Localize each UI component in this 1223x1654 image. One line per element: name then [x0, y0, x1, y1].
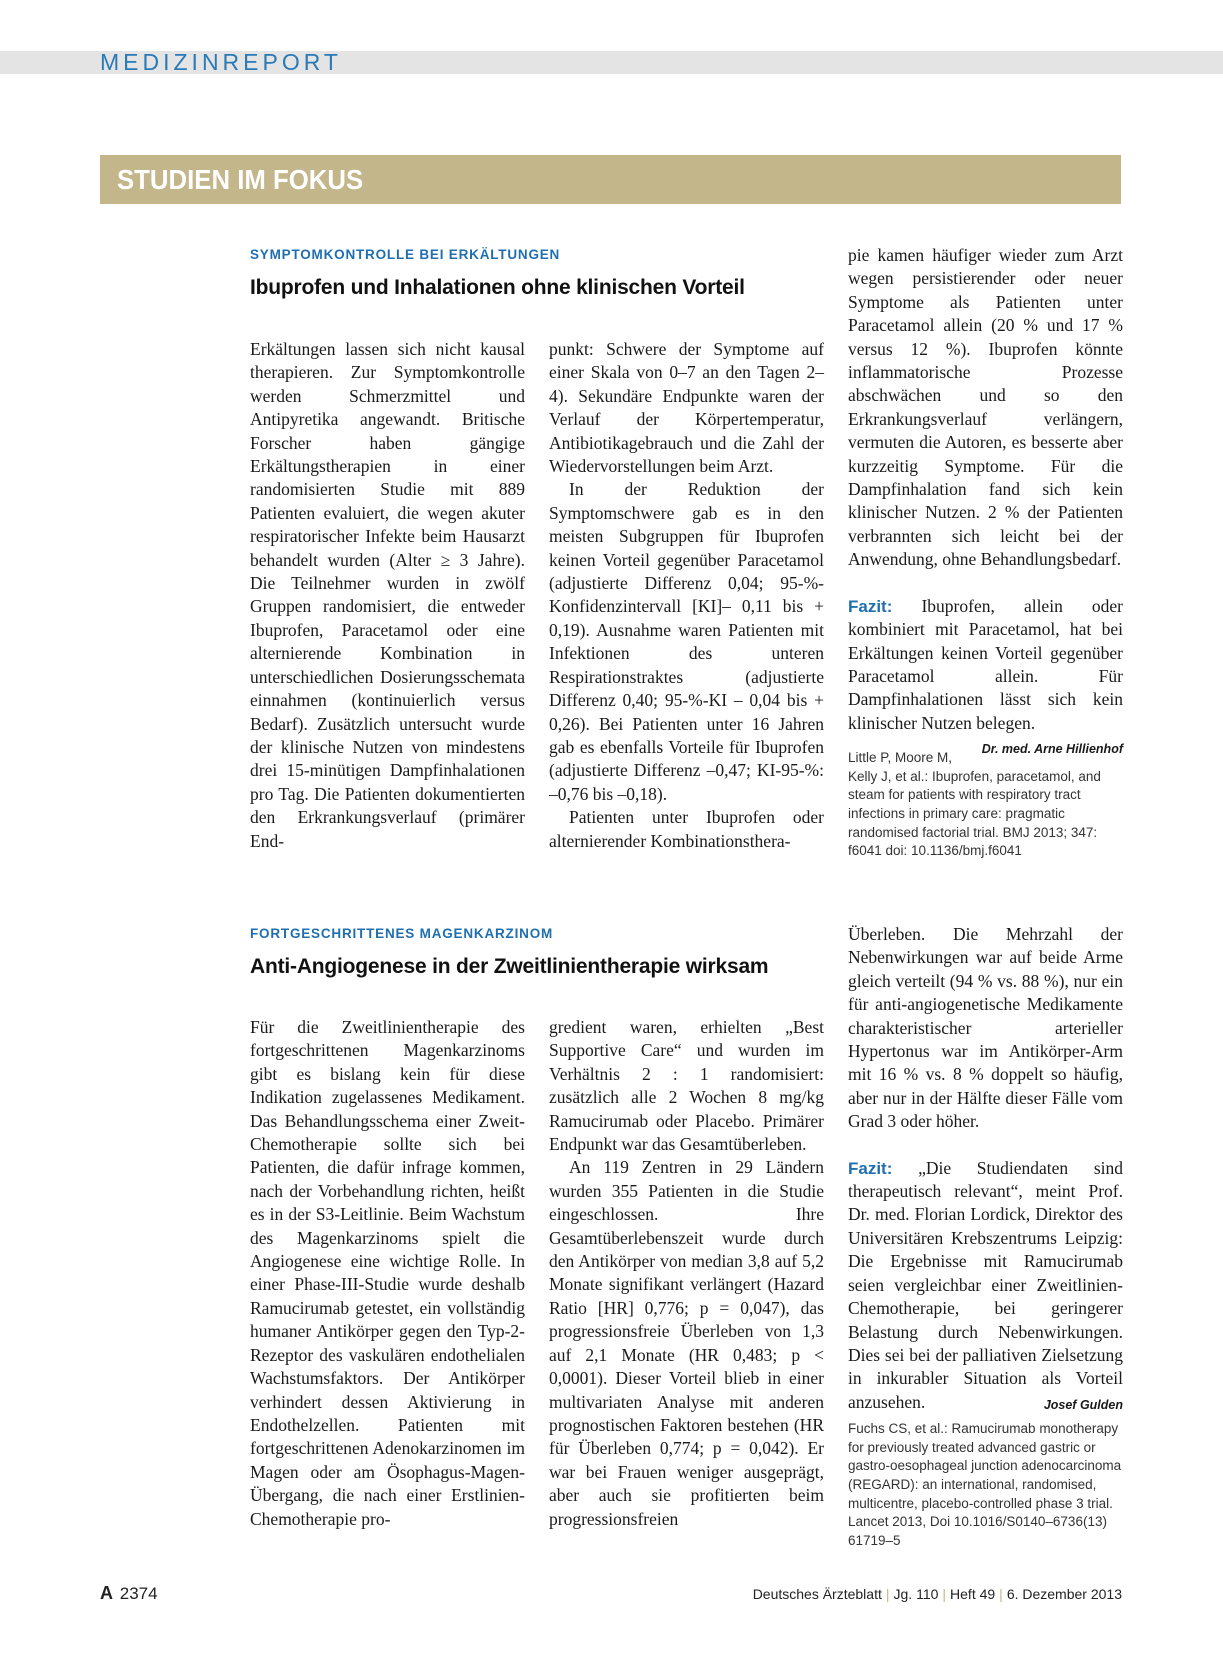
journal-date: 6. Dezember 2013	[1006, 1586, 1122, 1602]
paragraph: Für die Zweitlinientherapie des fortgeschrittenen Magenkarzinoms gibt es bislang kein für diese Indikation zugelassenes Medikament. Das Behandlungsschema einer Zweit-Chemotherapie sollte sich bei Patienten, die dafür infrage kommen, nach der Vorbehandlung richten, heißt es in der S3-Leitlinie. Beim Wachstum des Magenkarzinoms spielt die Angiogenese eine wichtige Rolle. In einer Phase-III-Studie wurde deshalb Ramucirumab getestet, ein vollständig humaner Antikörper gegen den Typ-2-Rezeptor des vaskulären endothelialen Wachstumsfaktors. Der Antikörper verhindert dessen Aktivierung in Endothelzellen. Patienten mit fortgeschrittenen Adenokarzinomen im Magen oder am Ösophagus-Magen-Übergang, die nach einer Erstlinien-Chemotherapie pro-	[250, 1017, 525, 1529]
paragraph: Erkältungen lassen sich nicht kausal therapieren. Zur Symptomkontrolle werden Schmerzmittel und Antipyretika angewandt. Britische Forscher haben gängige Erkältungstherapien in einer randomisierten Studie mit 889 Patienten evaluiert, die wegen akuter respiratorischer Infekte beim Hausarzt behandelt wurden (Alter ≥ 3 Jahre). Die Teilnehmer wurden in zwölf Gruppen randomisiert, die entweder Ibuprofen, Paracetamol oder eine alternierende Kombination in unterschiedlichen Dosierungsschemata einnahmen (kontinuierlich versus Bedarf). Zusätzlich untersucht wurde der klinische Nutzen von mindestens drei 15-minütigen Dampfinhalationen pro Tag. Die Patienten dokumentierten den Erkrankungsverlauf (primärer End-	[250, 339, 525, 851]
paragraph: pie kamen häufiger wieder zum Arzt wegen persistierender oder neuer Symptome als Patienten unter Paracetamol allein (20 % und 17 % versus 12 %). Ibuprofen könnte inflammatorische Prozesse abschwächen und so den Erkrankungsverlauf verlängern, vermuten die Autoren, es besserte aber kurzzeitig Symptome. Für die Dampfinhalation fand sich kein klinischer Nutzen. 2 % der Patienten verbrannten sich leicht bei der Anwendung, ohne Behandlungsbedarf.	[848, 245, 1123, 570]
paragraph: punkt: Schwere der Symptome auf einer Skala von 0–7 an den Tagen 2–4). Sekundäre Endpunkte waren der Verlauf der Körpertemperatur, Antibiotikagebrauch und die Zahl der Wiedervorstellungen beim Arzt.	[549, 339, 824, 477]
fazit	[848, 595, 1123, 757]
journal-volume: Jg. 110	[893, 1586, 939, 1602]
fazit-text: Ibuprofen, allein oder kombiniert mit Paracetamol, hat bei Erkältungen keinen Vorteil gegenüber Paracetamol allein. Für Dampfinhalationen lässt sich kein klinischer Nutzen belegen.	[848, 595, 1123, 733]
article1-headline: Ibuprofen und Inhalationen ohne klinischen Vorteil	[250, 276, 745, 299]
article2-column-2	[549, 1016, 824, 1531]
paragraph: An 119 Zentren in 29 Ländern wurden 355 Patienten in die Studie eingeschlossen. Ihre Gesamtüberlebenszeit wurde durch den Antikörper von median 3,8 auf 5,2 Monate signifikant verlängert (Hazard Ratio [HR] 0,776; p = 0,047), das progressionsfreie Überleben von 1,3 auf 2,1 Monate (HR 0,483; p < 0,0001). Dieser Vorteil blieb in einer multivariaten Analyse mit anderen prognostischen Faktoren bestehen (HR für Überleben 0,774; p = 0,042). Er war bei Frauen weniger ausgeprägt, aber auch sie profitierten beim progressionsfreien	[549, 1157, 824, 1529]
paragraph: In der Reduktion der Symptomschwere gab es in den meisten Subgruppen für Ibuprofen keinen Vorteil gegenüber Paracetamol (adjustierte Differenz 0,04; 95-%-Konfidenzintervall [KI]– 0,11 bis + 0,19). Ausnahme waren Patienten mit Infektionen des unteren Respirationstraktes (adjustierte Differenz 0,40; 95-%-KI – 0,04 bis + 0,26). Bei Patienten unter 16 Jahren gab es ebenfalls Vorteile für Ibuprofen (adjustierte Differenz –0,47; KI-95-%: –0,76 bis –0,18).	[549, 479, 824, 804]
reference: Fuchs CS, et al.: Ramucirumab monotherapy for previously treated advanced gastric or gastro-oesophageal junction adenocarcinoma (REGARD): an international, randomised, multicentre, placebo-controlled phase 3 trial. Lancet 2013, Doi 10.1016/S0140–6736(13) 61719–5	[848, 1421, 1122, 1548]
banner	[100, 155, 1121, 204]
paragraph: Überleben. Die Mehrzahl der Nebenwirkungen war auf beide Arme gleich verteilt (94 % vs. 88 %), nur ein für anti-angiogenetische Medikamente charakteristischer arterieller Hypertonus war im Antikörper-Arm mit 16 % vs. 8 % doppelt so häufig, aber nur in der Hälfte dieser Fälle vom Grad 3 oder höher.	[848, 924, 1123, 1132]
fazit-label: Fazit:	[848, 1158, 893, 1178]
page-number	[100, 1583, 158, 1604]
article1-column-2	[549, 338, 824, 853]
journal-name: Deutsches Ärzteblatt	[752, 1586, 882, 1602]
article2-kicker: FORTGESCHRITTENES MAGENKARZINOM	[250, 926, 554, 941]
fazit-label: Fazit:	[848, 596, 893, 616]
section-label: MEDIZINREPORT	[100, 49, 342, 75]
journal-issue: Heft 49	[950, 1586, 996, 1602]
journal-info: Deutsches Ärzteblatt | Jg. 110 | Heft 49 | 6. Dezember 2013	[752, 1586, 1122, 1602]
article2-column-1	[250, 1016, 525, 1531]
article2-column-3	[848, 923, 1123, 1550]
fazit-text: „Die Studiendaten sind therapeutisch relevant“, meint Prof. Dr. med. Florian Lordick, Direktor des Universitären Krebszentrums Leipzig: Die Ergebnisse mit Ramucirumab seien vergleichbar einer Zweitlinien-Chemotherapie, bei geringerer Belastung durch Nebenwirkungen. Dies sei bei der palliativen Zielsetzung in inkurabler Situation als Vorteil anzusehen.	[848, 1157, 1123, 1412]
banner-title: STUDIEN IM FOKUS	[117, 164, 364, 195]
page-number-value: 2374	[119, 1584, 158, 1603]
article1-column-1	[250, 338, 525, 853]
author: Josef Gulden	[1043, 1397, 1123, 1412]
author: Dr. med. Arne Hillienhof	[981, 742, 1123, 757]
fazit	[848, 1157, 1123, 1414]
page-prefix: A	[100, 1583, 113, 1603]
paragraph: gredient waren, erhielten „Best Supportive Care“ und wurden im Verhältnis 2 : 1 randomisiert: zusätzlich alle 2 Wochen 8 mg/kg Ramucirumab oder Placebo. Primärer Endpunkt war das Gesamtüberleben.	[549, 1017, 824, 1155]
reference: Little P, Moore M, Kelly J, et al.: Ibuprofen, paracetamol, and steam for patients with respiratory tract infections in primary care: pragmatic randomised factorial trial. BMJ 2013; 347: f6041 doi: 10.1136/bmj.f6041	[848, 750, 1101, 859]
paragraph: Patienten unter Ibuprofen oder alternierender Kombinationsthera-	[549, 807, 824, 851]
article1-kicker: SYMPTOMKONTROLLE BEI ERKÄLTUNGEN	[250, 247, 561, 262]
article2-headline: Anti-Angiogenese in der Zweitlinientherapie wirksam	[250, 955, 769, 978]
article1-column-3	[848, 244, 1123, 861]
